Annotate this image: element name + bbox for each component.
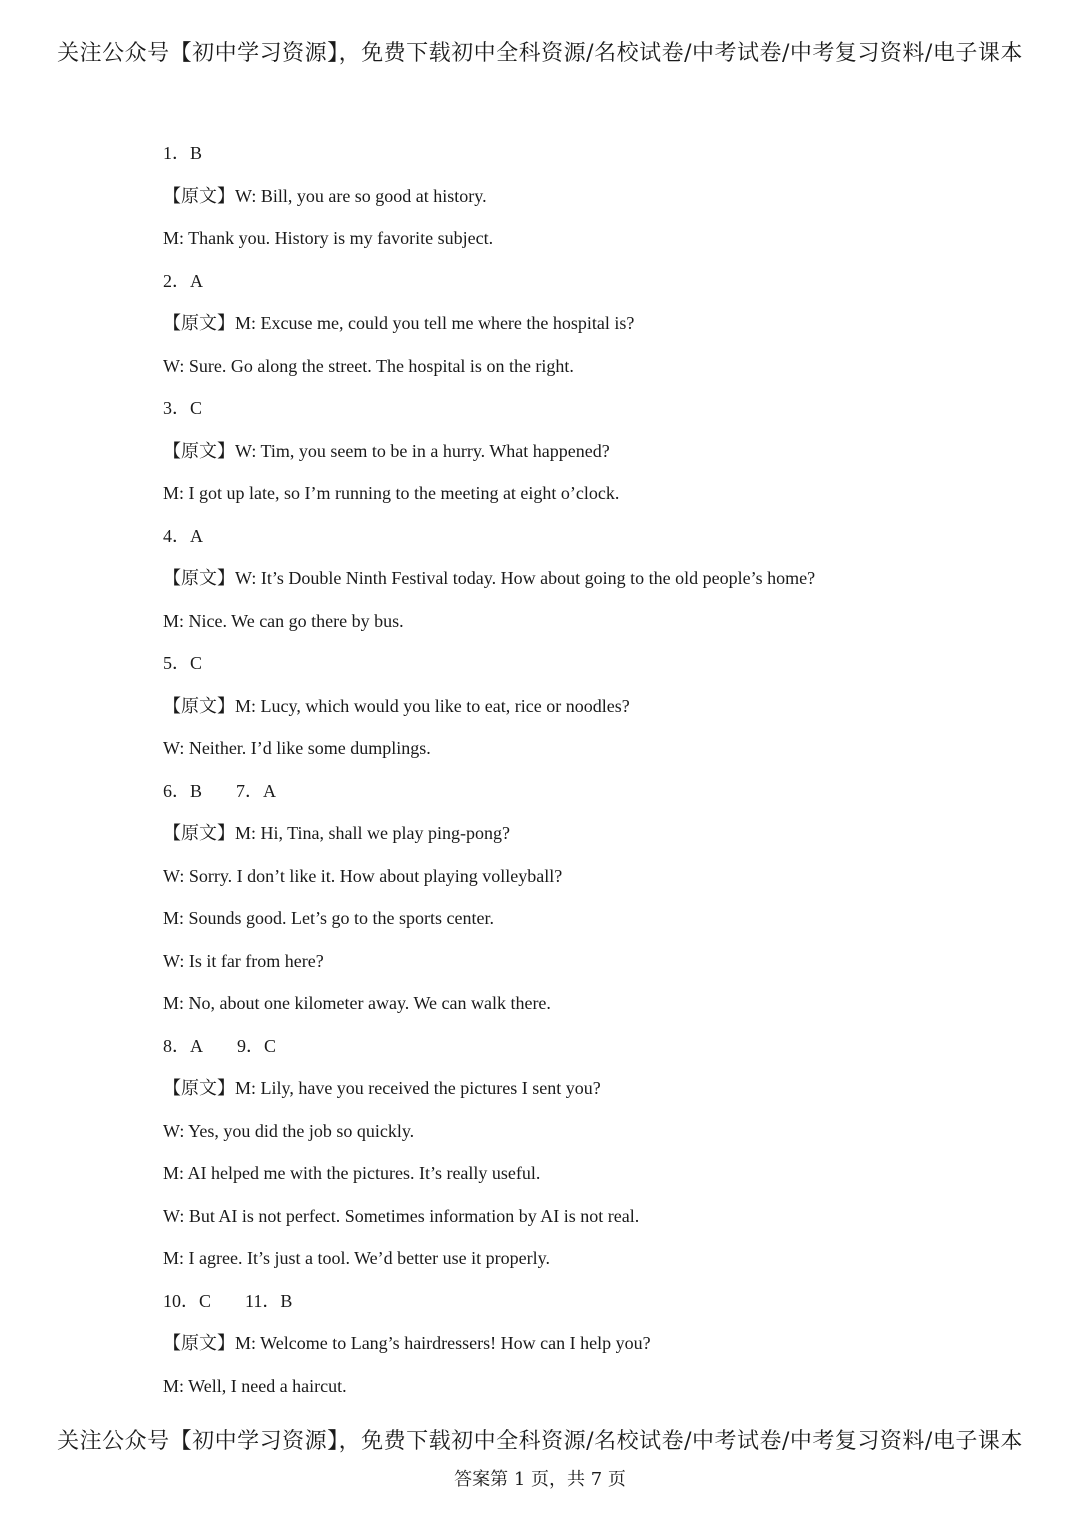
answer-key: 7．A [236, 780, 277, 801]
answer-key: 8．A [163, 1035, 203, 1056]
transcript-line: M: No, about one kilometer away. We can walk there. [163, 993, 551, 1013]
transcript-line: 【原文】M: Welcome to Lang’s hairdressers! How can I help you? [163, 1333, 651, 1353]
transcript-line: 【原文】M: Lily, have you received the pictures I sent you? [163, 1078, 601, 1098]
answer-key: 2．A [163, 270, 203, 291]
answer-key: 1．B [163, 143, 203, 163]
answer-key: 3．C [163, 398, 203, 418]
transcript-line: 【原文】W: Bill, you are so good at history. [163, 185, 487, 206]
answer-line [163, 522, 1023, 565]
transcript-line: M: I got up late, so I’m running to the meeting at eight o’clock. [163, 483, 620, 503]
answer-line [163, 139, 1023, 182]
transcript-line: W: Neither. I’d like some dumplings. [163, 738, 431, 758]
transcript-line: W: Sorry. I don’t like it. How about playing volleyball? [163, 865, 563, 886]
transcript-line: W: But AI is not perfect. Sometimes information by AI is not real. [163, 1205, 640, 1226]
bottom-banner: 关注公众号【初中学习资源】，免费下载初中全科资源/名校试卷/中考试卷/中考复习资料/电子课本 [57, 1429, 1023, 1454]
transcript-line: W: Yes, you did the job so quickly. [163, 1120, 415, 1141]
answer-key: 6．B [163, 780, 203, 801]
transcript-line: 【原文】W: It’s Double Ninth Festival today. How about going to the old people’s home? [163, 568, 816, 588]
transcript-line: W: Sure. Go along the street. The hospital is on the right. [163, 355, 574, 376]
transcript-line: M: Well, I need a haircut. [163, 1375, 347, 1396]
answer-line [163, 777, 1023, 820]
answer-line [163, 267, 1023, 310]
transcript-line: 【原文】W: Tim, you seem to be in a hurry. What happened? [163, 440, 610, 461]
answer-key: 9．C [237, 1035, 277, 1056]
transcript-line: M: AI helped me with the pictures. It’s really useful. [163, 1163, 541, 1183]
top-banner: 关注公众号【初中学习资源】，免费下载初中全科资源/名校试卷/中考试卷/中考复习资料/电子课本 [57, 41, 1023, 66]
answer-line [163, 394, 1023, 437]
transcript-line: M: Nice. We can go there by bus. [163, 610, 404, 631]
answer-line [163, 1032, 1023, 1075]
transcript-line: 【原文】M: Lucy, which would you like to eat, rice or noodles? [163, 695, 630, 716]
transcript-line: W: Is it far from here? [163, 950, 324, 971]
transcript-line: M: Sounds good. Let’s go to the sports center. [163, 908, 494, 928]
page-number: 答案第 1 页，共 7 页 [454, 1469, 626, 1490]
answer-line [163, 1287, 1023, 1330]
answer-content [163, 139, 1023, 1414]
transcript-line: 【原文】M: Excuse me, could you tell me where the hospital is? [163, 313, 635, 333]
transcript-line: 【原文】M: Hi, Tina, shall we play ping-pong? [163, 823, 510, 843]
answer-key: 4．A [163, 525, 203, 546]
transcript-line: M: Thank you. History is my favorite subject. [163, 228, 494, 248]
answer-key: 10．C [163, 1290, 212, 1311]
answer-key: 5．C [163, 653, 203, 673]
answer-key: 11．B [245, 1290, 293, 1311]
answer-line [163, 649, 1023, 692]
transcript-line: M: I agree. It’s just a tool. We’d better use it properly. [163, 1248, 550, 1268]
